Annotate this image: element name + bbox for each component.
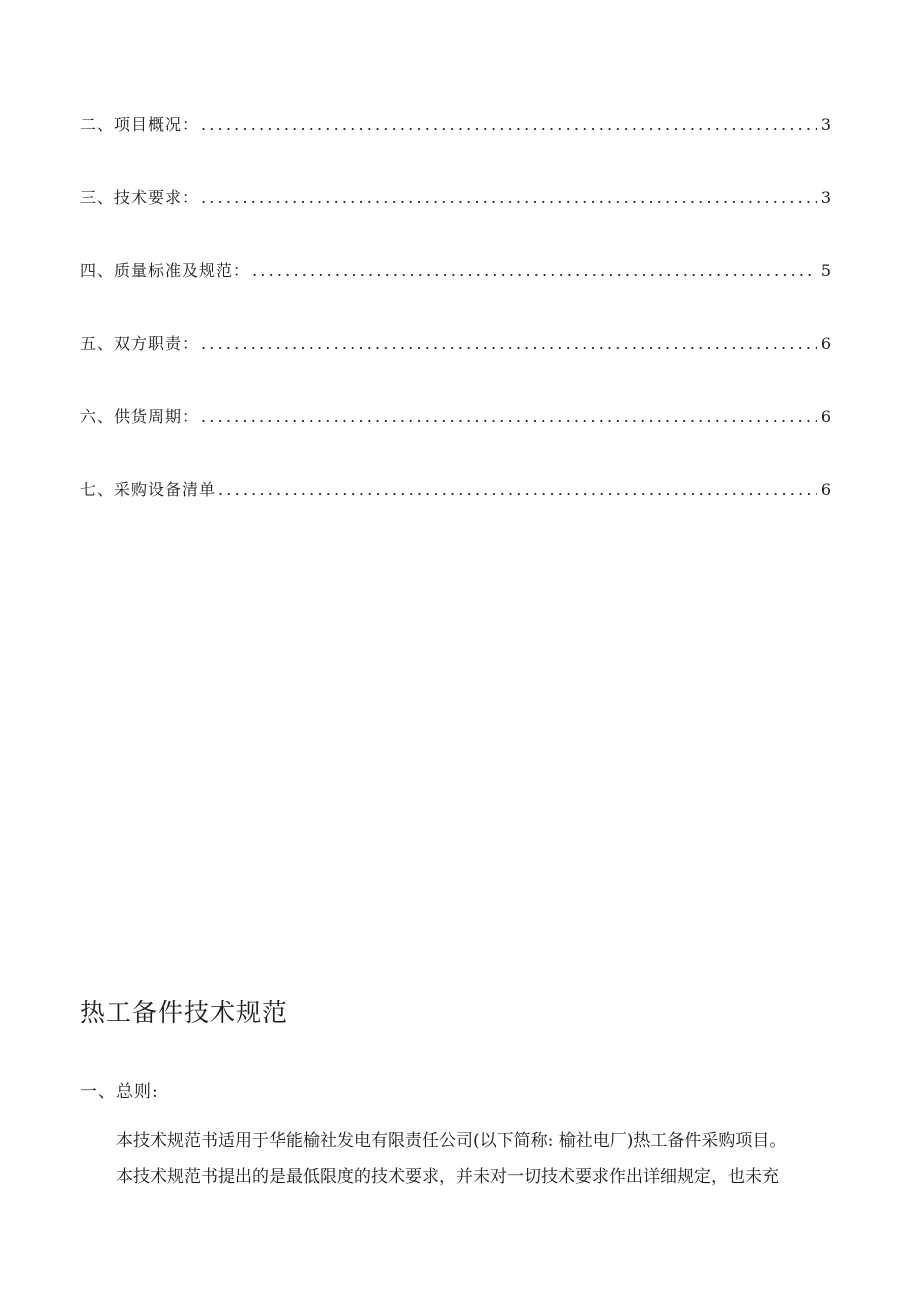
toc-dot-leader	[201, 404, 817, 430]
toc-dot-leader	[201, 112, 817, 138]
toc-page-number: 6	[820, 334, 832, 353]
toc-entry-equipment-list[interactable]	[80, 477, 832, 550]
toc-entry-technical-requirements[interactable]	[80, 185, 832, 258]
section-heading-general: 一、总则:	[80, 1082, 159, 1102]
toc-entry-label: 二、项目概况：	[80, 115, 200, 134]
toc-entry-label: 四、质量标准及规范：	[80, 261, 251, 280]
toc-page-number: 3	[820, 115, 832, 134]
toc-page-number: 3	[820, 188, 832, 207]
toc-entry-label: 六、供货周期：	[80, 407, 200, 426]
table-of-contents	[80, 112, 832, 550]
document-title: 热工备件技术规范	[80, 998, 289, 1027]
toc-dot-leader	[218, 477, 817, 503]
toc-page-number: 6	[820, 480, 832, 499]
toc-page-number: 6	[820, 407, 832, 426]
toc-dot-leader	[201, 185, 817, 211]
toc-entry-supply-cycle[interactable]	[80, 404, 832, 477]
toc-entry-label: 五、双方职责：	[80, 334, 200, 353]
toc-entry-quality-standards[interactable]	[80, 258, 832, 331]
toc-entry-project-overview[interactable]	[80, 112, 832, 185]
toc-dot-leader	[252, 258, 817, 284]
toc-page-number: 5	[820, 261, 832, 280]
toc-entry-label: 七、采购设备清单	[80, 480, 217, 499]
toc-entry-label: 三、技术要求：	[80, 188, 200, 207]
body-paragraph: 本技术规范书提出的是最低限度的技术要求，并未对一切技术要求作出详细规定，也未充	[116, 1167, 779, 1187]
body-paragraph: 本技术规范书适用于华能榆社发电有限责任公司(以下简称: 榆社电厂)热工备件采购项目。	[116, 1131, 787, 1151]
toc-entry-responsibilities[interactable]	[80, 331, 832, 404]
toc-dot-leader	[201, 331, 817, 357]
